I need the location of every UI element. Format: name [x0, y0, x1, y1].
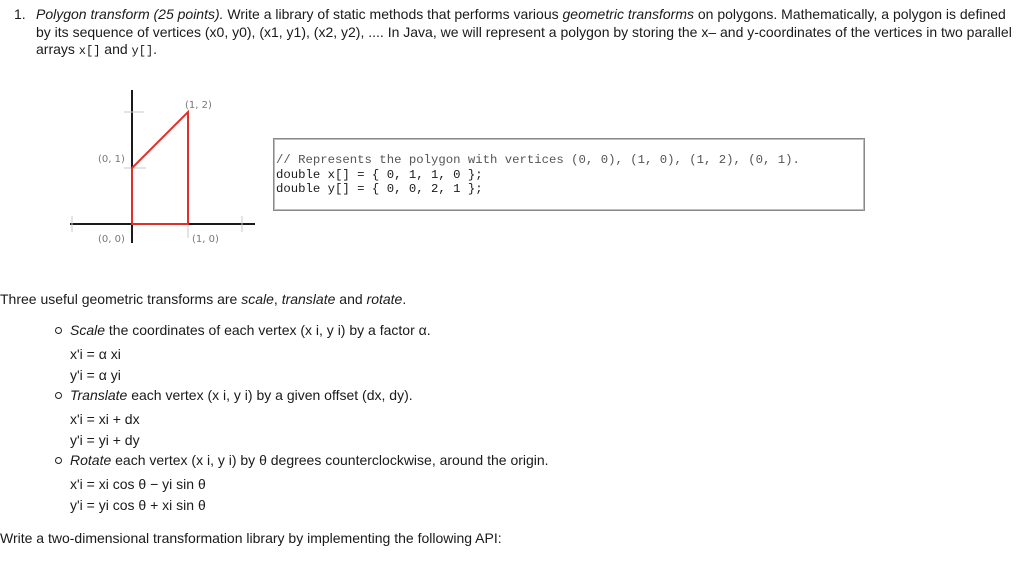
problem-text-d: In Java, we will represent a polygon by storing the x– and y-coordinates of the vertices in two parallel arrays [36, 23, 1012, 57]
bullet-translate [70, 387, 413, 403]
problem-text-b: geometric transforms [562, 6, 694, 22]
code-comment: // Represents the polygon with vertices (0, 0), (1, 0), (1, 2), (0, 1). [276, 153, 800, 167]
formula-scale-x: x'i = α xi [70, 346, 121, 362]
closing-sentence: Write a two-dimensional transformation library by implementing the following API: [0, 530, 502, 546]
bullet-dot-translate [55, 392, 62, 399]
bullet-dot-scale [55, 327, 62, 334]
bullet-scale [70, 322, 431, 338]
array-y-name: y[] [131, 44, 154, 58]
intro-b: , [273, 291, 282, 307]
translate-term: Translate [70, 387, 128, 403]
rotate-term: Rotate [70, 452, 112, 468]
problem-number: 1. [14, 6, 26, 22]
bullet-rotate [70, 452, 549, 468]
and-word: and [100, 41, 132, 57]
array-x-name: x[] [78, 44, 101, 58]
problem-title: Polygon transform (25 points). [36, 6, 224, 22]
scale-text: the coordinates of each vertex (x i, y i) by a factor α. [105, 322, 431, 338]
formula-rotate-x: x'i = xi cos θ − yi sin θ [70, 476, 206, 492]
label-1-2: (1, 2) [185, 100, 212, 111]
label-0-1: (0, 1) [98, 154, 125, 165]
intro-sentence [0, 291, 406, 307]
code-line-x: double x[] = { 0, 1, 1, 0 }; [276, 167, 483, 182]
formula-scale-y: y'i = α yi [70, 367, 121, 383]
problem-statement [14, 6, 1014, 61]
problem-text-a: Write a library of static methods that performs various [223, 6, 563, 22]
intro-d: . [402, 291, 407, 307]
formula-rotate-y: y'i = yi cos θ + xi sin θ [70, 497, 206, 513]
rotate-text: each vertex (x i, y i) by θ degrees counterclockwise, around the origin. [111, 452, 549, 468]
formula-translate-y: y'i = yi + dy [70, 432, 140, 448]
intro-scale: scale [241, 291, 274, 307]
code-box [273, 138, 865, 211]
intro-translate: translate [281, 291, 336, 307]
problem-body [36, 6, 1014, 61]
intro-rotate: rotate [366, 291, 403, 307]
problem-period: . [153, 41, 158, 57]
intro-a: Three useful geometric transforms are [0, 291, 242, 307]
translate-text: each vertex (x i, y i) by a given offset (dx, dy). [127, 387, 413, 403]
problem-text-c: on polygons. Mathematically, a polygon is defined by its sequence of vertices [36, 6, 1006, 40]
code-line-y: double y[] = { 0, 0, 2, 1 }; [276, 182, 483, 196]
scale-term: Scale [70, 322, 106, 338]
vertex-sequence: (x0, y0), (x1, y1), (x2, y2), .... [204, 23, 384, 40]
polygon-figure [70, 90, 260, 260]
bullet-dot-rotate [55, 457, 62, 464]
intro-c: and [335, 291, 367, 307]
label-0-0: (0, 0) [98, 234, 125, 245]
label-1-0: (1, 0) [192, 234, 219, 245]
formula-translate-x: x'i = xi + dx [70, 411, 140, 427]
